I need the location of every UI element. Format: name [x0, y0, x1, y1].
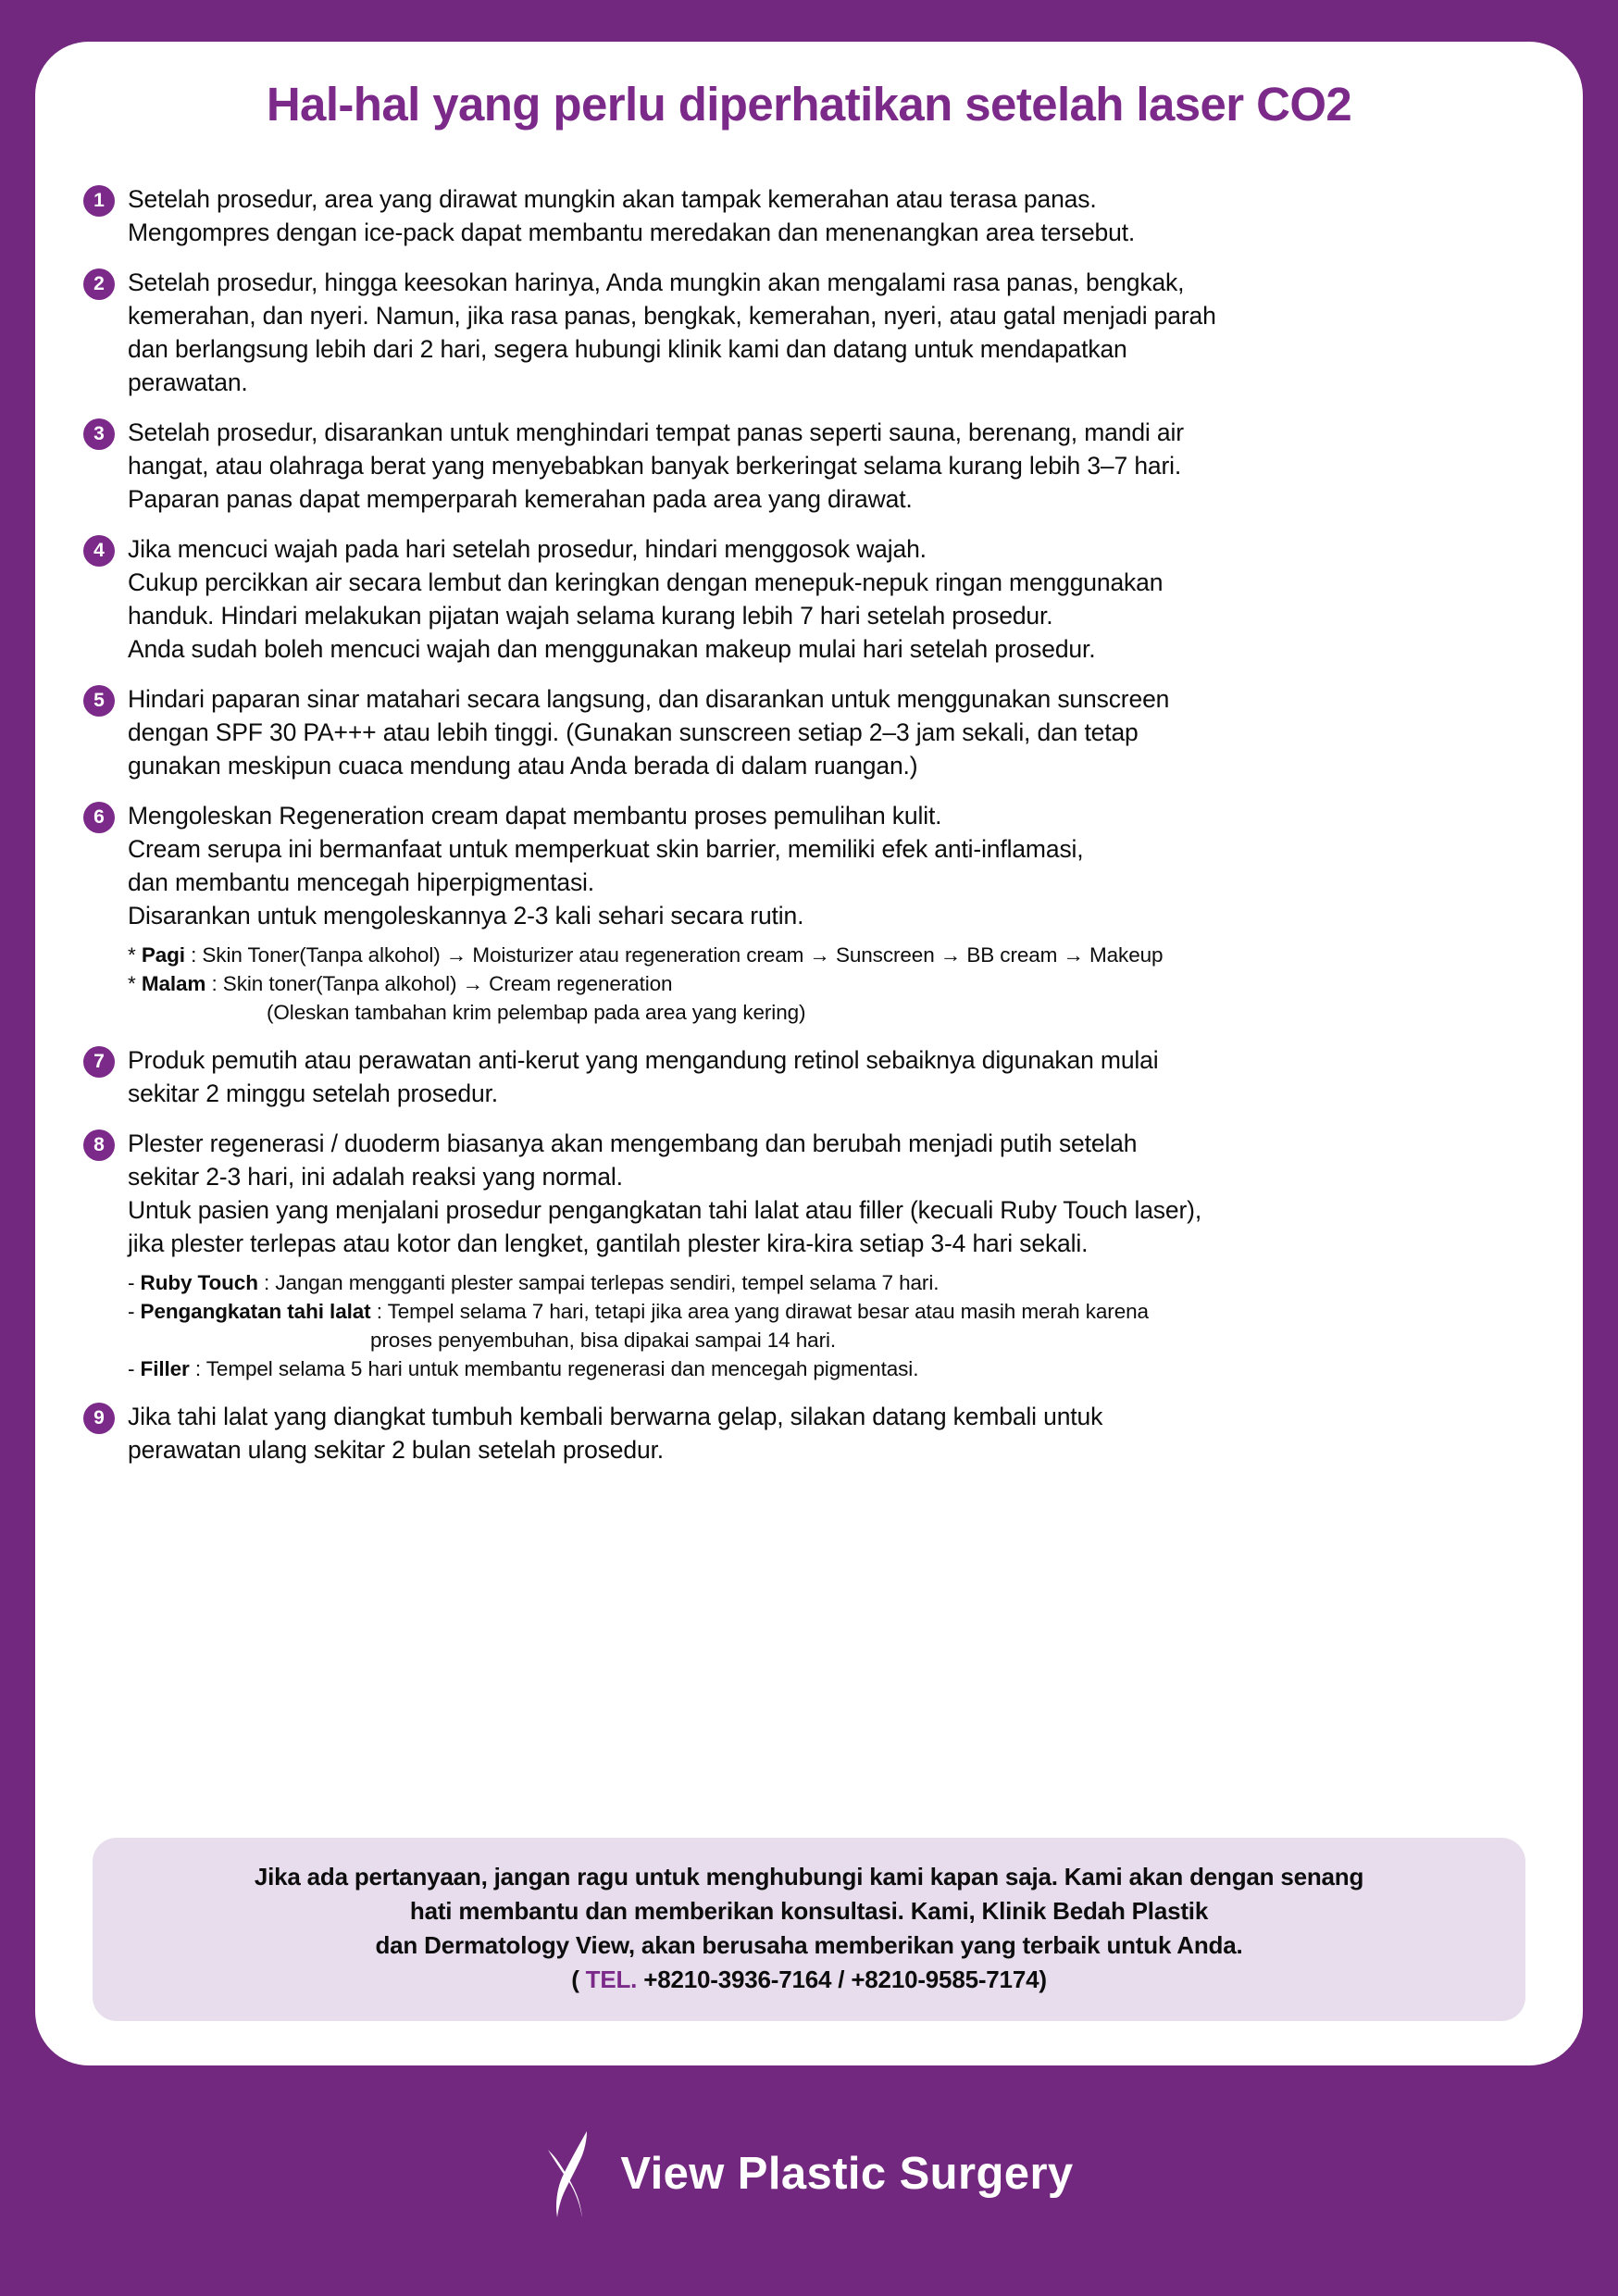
contact-text-line: hati membantu dan memberikan konsultasi. Kami, Klinik Bedah Plastik [409, 1897, 1209, 1925]
item-text-line: Cream serupa ini bermanfaat untuk memperkuat skin barrier, memiliki efek anti-inflamasi, [128, 835, 1084, 863]
item-body [128, 1043, 1546, 1110]
instruction-item [83, 416, 1546, 516]
item-text-line: dengan SPF 30 PA+++ atau lebih tinggi. (Gunakan sunscreen setiap 2–3 jam sekali, dan tetap [128, 718, 1139, 746]
contact-text-line: Jika ada pertanyaan, jangan ragu untuk menghubungi kami kapan saja. Kami akan dengan senang [254, 1863, 1364, 1890]
item-number-badge: 4 [83, 535, 115, 567]
subline-marker: - [128, 1271, 141, 1294]
item-text-line: Hindari paparan sinar matahari secara langsung, dan disarankan untuk menggunakan sunscreen [128, 685, 1170, 713]
item-text-line: perawatan ulang sekitar 2 bulan setelah prosedur. [128, 1436, 664, 1464]
subline-text: : Skin toner(Tanpa alkohol) → Cream regeneration [205, 972, 673, 995]
item-number-badge: 3 [83, 418, 115, 450]
item-text-line: Untuk pasien yang menjalani prosedur pengangkatan tahi lalat atau filler (kecuali Ruby Touch laser), [128, 1196, 1202, 1224]
subline-text: : Skin Toner(Tanpa alkohol) → Moisturizer atau regeneration cream → Sunscreen → BB cream → Makeup [184, 943, 1164, 967]
item-subline [128, 1354, 1546, 1383]
item-number-badge: 1 [83, 185, 115, 217]
subline-text: : Jangan mengganti plester sampai terlepas sendiri, tempel selama 7 hari. [257, 1271, 940, 1294]
item-text-line: sekitar 2 minggu setelah prosedur. [128, 1079, 498, 1107]
page-title: Hal-hal yang perlu diperhatikan setelah laser CO2 [266, 78, 1352, 131]
item-body [128, 682, 1546, 782]
item-body [128, 532, 1546, 666]
item-body [128, 416, 1546, 516]
item-text-line: dan membantu mencegah hiperpigmentasi. [128, 868, 594, 896]
item-text-line: Disarankan untuk mengoleskannya 2-3 kali sehari secara rutin. [128, 902, 804, 930]
subline-label: Malam [141, 972, 206, 995]
subline-label: Pengangkatan tahi lalat [140, 1300, 371, 1323]
instruction-item [83, 182, 1546, 249]
subline-marker: - [128, 1300, 141, 1323]
brand-name: View Plastic Surgery [620, 2149, 1074, 2199]
subline-label: Filler [140, 1357, 190, 1380]
item-subline [128, 998, 1546, 1027]
item-text-line: Setelah prosedur, disarankan untuk menghindari tempat panas seperti sauna, berenang, mandi air [128, 418, 1184, 446]
feather-leaf-icon [544, 2129, 604, 2218]
item-text-line: gunakan meskipun cuaca mendung atau Anda berada di dalam ruangan.) [128, 752, 918, 780]
instruction-item [83, 266, 1546, 399]
instruction-list [83, 182, 1546, 1483]
item-text-line: Setelah prosedur, hingga keesokan harinya, Anda mungkin akan mengalami rasa panas, bengkak, [128, 268, 1185, 296]
item-body [128, 1127, 1546, 1383]
contact-text-line: dan Dermatology View, akan berusaha memberikan yang terbaik untuk Anda. [375, 1931, 1243, 1959]
item-subline-group [128, 941, 1546, 1027]
item-number-badge: 9 [83, 1403, 115, 1434]
subline-marker: * [128, 943, 142, 967]
instruction-item [83, 532, 1546, 666]
subline-text: (Oleskan tambahan krim pelembap pada area yang kering) [267, 1001, 806, 1024]
item-body [128, 799, 1546, 1027]
instruction-item [83, 799, 1546, 1027]
subline-text: : Tempel selama 7 hari, tetapi jika area yang dirawat besar atau masih merah karena [370, 1300, 1149, 1323]
item-text-line: perawatan. [128, 368, 248, 396]
item-number-badge: 7 [83, 1046, 115, 1078]
item-subline [128, 1297, 1546, 1326]
item-text-line: Mengompres dengan ice-pack dapat membantu meredakan dan menenangkan area tersebut. [128, 218, 1136, 246]
item-subline [128, 1326, 1546, 1354]
item-subline-group [128, 1268, 1546, 1383]
item-text-line: handuk. Hindari melakukan pijatan wajah selama kurang lebih 7 hari setelah prosedur. [128, 602, 1053, 630]
brand-footer [0, 2109, 1618, 2239]
subline-text: proses penyembuhan, bisa dipakai sampai 14 hari. [370, 1329, 837, 1352]
item-text-line: Setelah prosedur, area yang dirawat mungkin akan tampak kemerahan atau terasa panas. [128, 185, 1097, 213]
item-text-line: hangat, atau olahraga berat yang menyebabkan banyak berkeringat selama kurang lebih 3–7 hari. [128, 452, 1182, 480]
subline-marker: * [128, 972, 142, 995]
subline-marker: - [128, 1357, 141, 1380]
item-subline [128, 969, 1546, 998]
item-body [128, 266, 1546, 399]
item-number-badge: 8 [83, 1129, 115, 1161]
tel-open-paren: ( [571, 1965, 586, 1993]
item-number-badge: 5 [83, 685, 115, 717]
contact-message [111, 1860, 1507, 1963]
content-card [35, 42, 1583, 2065]
item-body [128, 1400, 1546, 1466]
subline-text: : Tempel selama 5 hari untuk membantu regenerasi dan mencegah pigmentasi. [189, 1357, 919, 1380]
item-text-line: Jika mencuci wajah pada hari setelah prosedur, hindari menggosok wajah. [128, 535, 927, 563]
contact-phone-line [111, 1963, 1507, 1997]
subline-label: Ruby Touch [140, 1271, 258, 1294]
instruction-item [83, 1127, 1546, 1383]
item-text-line: Plester regenerasi / duoderm biasanya akan mengembang dan berubah menjadi putih setelah [128, 1129, 1138, 1157]
contact-box [93, 1838, 1525, 2021]
subline-label: Pagi [141, 943, 185, 967]
item-subline [128, 1268, 1546, 1297]
item-text-line: Jika tahi lalat yang diangkat tumbuh kembali berwarna gelap, silakan datang kembali untuk [128, 1403, 1103, 1430]
item-text-line: Produk pemutih atau perawatan anti-kerut yang mengandung retinol sebaiknya digunakan mulai [128, 1046, 1159, 1074]
item-number-badge: 6 [83, 802, 115, 833]
item-text-line: Cukup percikkan air secara lembut dan keringkan dengan menepuk-nepuk ringan menggunakan [128, 568, 1164, 596]
item-body [128, 182, 1546, 249]
tel-numbers: +8210-3936-7164 / +8210-9585-7174) [637, 1965, 1047, 1993]
item-text-line: Mengoleskan Regeneration cream dapat membantu proses pemulihan kulit. [128, 802, 942, 830]
instruction-item [83, 1400, 1546, 1466]
item-text-line: kemerahan, dan nyeri. Namun, jika rasa panas, bengkak, kemerahan, nyeri, atau gatal menjadi parah [128, 302, 1216, 330]
item-text-line: dan berlangsung lebih dari 2 hari, segera hubungi klinik kami dan datang untuk mendapatkan [128, 335, 1127, 363]
instruction-item [83, 682, 1546, 782]
tel-label: TEL. [585, 1965, 638, 1993]
item-number-badge: 2 [83, 268, 115, 300]
item-text-line: sekitar 2-3 hari, ini adalah reaksi yang normal. [128, 1163, 623, 1191]
item-subline [128, 941, 1546, 969]
instruction-item [83, 1043, 1546, 1110]
item-text-line: Anda sudah boleh mencuci wajah dan menggunakan makeup mulai hari setelah prosedur. [128, 635, 1096, 663]
item-text-line: Paparan panas dapat memperparah kemerahan pada area yang dirawat. [128, 485, 913, 513]
item-text-line: jika plester terlepas atau kotor dan lengket, gantilah plester kira-kira setiap 3-4 hari sekali. [128, 1229, 1089, 1257]
